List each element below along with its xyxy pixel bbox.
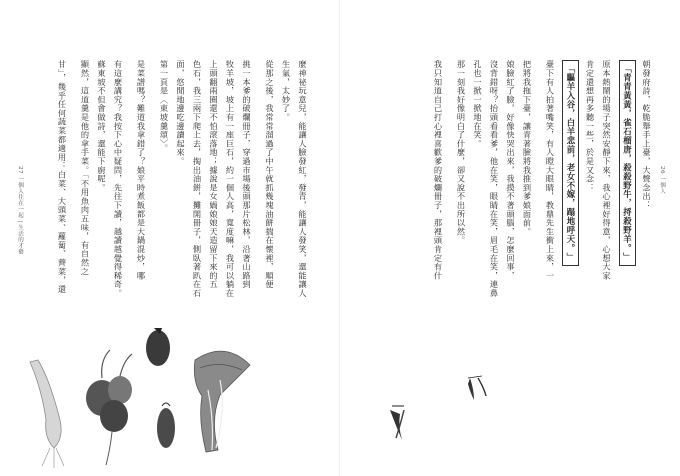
vegetable-illustration — [20, 320, 270, 470]
right-text-columns — [421, 60, 653, 298]
text-column: 甘」，幾乎任何蔬菜都適用：白菜、大頭菜、蘿蔔、薺菜，還 — [57, 60, 68, 294]
text-column: 第一頁是〈東坡羹頌〉。 — [159, 60, 170, 153]
right-folio: 26 一個人 — [659, 166, 665, 195]
poem-quote: 「青青黃黃，雀石榴唐，殺殺野牛，捋殺野羊。」 — [619, 60, 636, 266]
left-folio: 27 一個人住在一起 | 生活的才藝 — [17, 166, 23, 255]
text-column: 顯然，這道羹是他的拿手菜。「不用魚肉五味，有自然之 — [80, 60, 91, 276]
text-column: 沒背錯呀？抬頭看看爹，他在笑，眼睛在笑，眉毛在笑，連鼻 — [489, 60, 500, 298]
eggplant-drawing — [146, 328, 175, 448]
text-column: 那一刻我好像明白了什麼，卻又說不出所以然。 — [456, 60, 467, 245]
text-column: 生氣，太妙了。 — [281, 60, 292, 122]
scallion-drawing — [30, 360, 64, 468]
text-column: 把將我拖下臺，讓青著臉將我推到爹娘面前。 — [522, 60, 533, 236]
text-column: 娘臉紅了臉，好像快哭出來，我摸不著頭腦，怎麼回事， — [506, 60, 516, 280]
text-column: 原本熱鬧的場子突然安靜下來，我心裡好得意，心想大家 — [602, 60, 612, 280]
text-column: 挑一本爹的破爛冊子，穿過市場後頭那片松林，沿著山路到 — [242, 60, 252, 289]
text-column: 孔也一掀一掀地在笑。 — [473, 60, 483, 148]
poem-quote: 「驅羊入谷，白羊悲前，老女不嫁，蹋地呼天。」 — [562, 60, 579, 266]
text-column: 臺下有人拍著嘴笑，有人瞪大眼睛，教鼎先生衝上來，一 — [545, 60, 556, 280]
bok-choy-drawing — [194, 351, 250, 452]
radish-drawing — [86, 350, 132, 465]
chili-pair-drawing — [468, 376, 486, 400]
text-column: 肯定還想再多聽一些，於是又念： — [585, 60, 596, 192]
text-column: 上頭翻兩圈還不怕滾落地；據說是女媧娘娘天造留下來的五 — [209, 60, 219, 289]
text-column: 色石，我三兩下爬上去，掏出油餅，攤開冊子，側臥著趴在石 — [192, 60, 203, 298]
text-column: 麼神祕玩意兒，能讓人臉發紅，發青，能讓人發笑，還能讓人 — [298, 60, 308, 298]
right-page — [340, 0, 680, 476]
pepper-illustration — [370, 370, 510, 450]
text-column: 是菜譜嗎？難道我拿錯了？娘平時煮飯都是大鍋混炒，哪 — [136, 60, 147, 280]
text-column: 從那之後，我常常溜過了中午就抓幾塊油餅揣在懷裡，順便 — [265, 60, 275, 289]
text-column: 朝發府詩，乾脆舉手上臺，大聲念出： — [642, 60, 652, 210]
text-column: 面，悠閒地邊吃邊讀起來。 — [176, 60, 186, 166]
text-column: 有這麼講究？我按下心中疑問，先往下讀，越讀越覺得稀奇。 — [113, 60, 124, 298]
text-column: 我只知道自己打心裡喜歡爹的破爛冊子，那裡頭肯定有什 — [433, 60, 444, 280]
text-column: 蘇東坡不但會做詩，還能下廚呢。 — [97, 60, 107, 192]
chili-drawing — [390, 406, 404, 440]
text-column: 牧羊坡，坡上有一座巨石，約一個人高，寬度嘛，我可以躺在 — [225, 60, 236, 298]
left-text-columns — [51, 60, 308, 298]
